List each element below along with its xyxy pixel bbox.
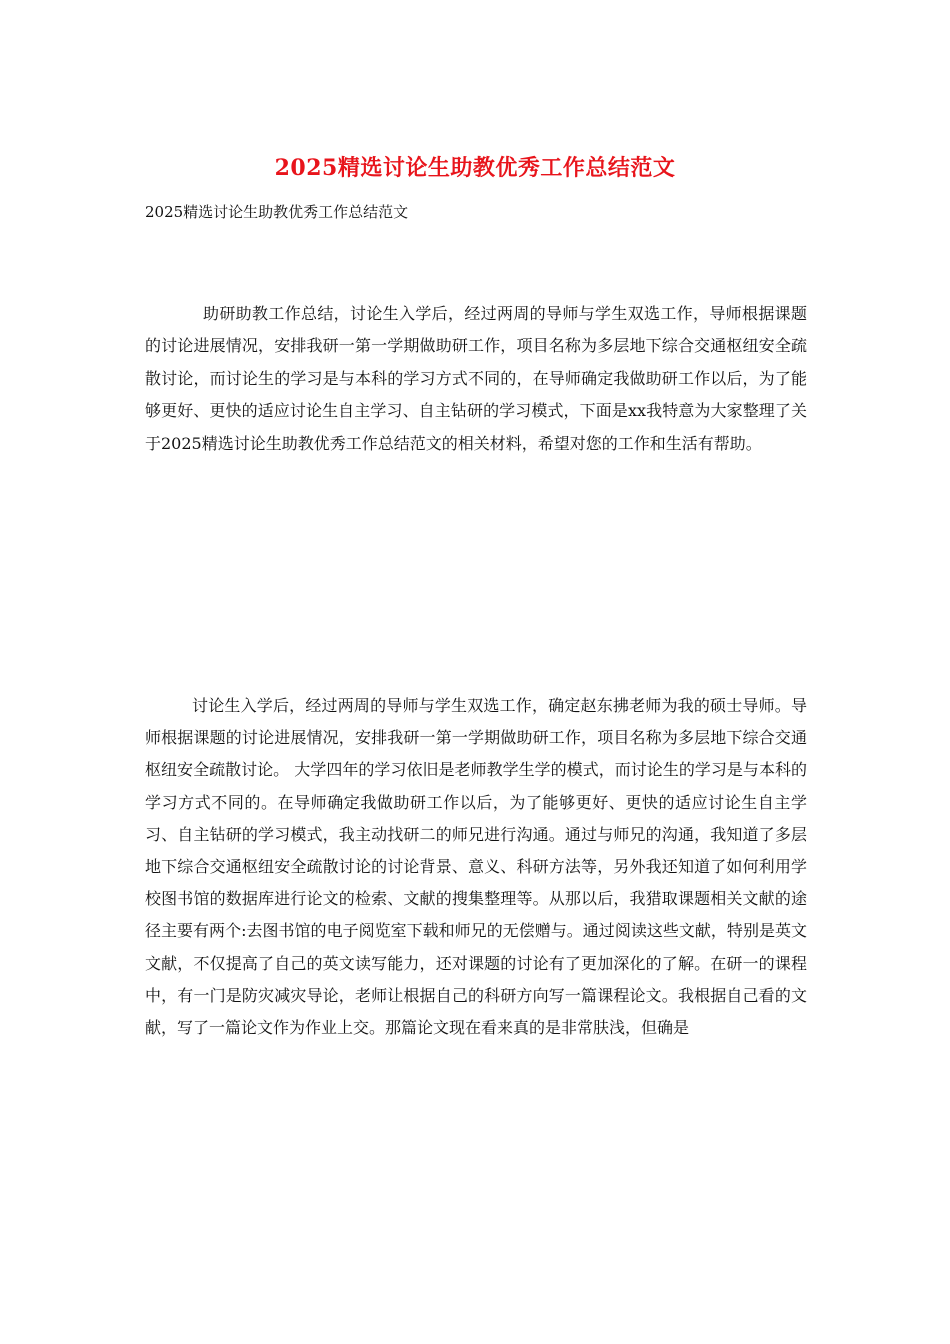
main-paragraph: 讨论生入学后，经过两周的导师与学生双选工作，确定赵东拂老师为我的硕士导师。导师根据课题的讨论进展情况，安排我研一第一学期做助研工作，项目名称为多层地下综合交通枢纽安全疏散讨论。 大学四年的学习依旧是老师教学生学的模式，而讨论生的学习是与本科的学习方式不同的。在导师确定我做助研工作以后，为了能够更好、更快的适应讨论生自主学习、自主钻研的学习模式，我主动找研二的师兄进行沟通。通过与师兄的沟通，我知道了多层地下综合交通枢纽安全疏散讨论的讨论背景、意义、科研方法等，另外我还知道了如何利用学校图书馆的数据库进行论文的检索、文献的搜集整理等。从那以后，我猎取课题相关文献的途径主要有两个:去图书馆的电子阅览室下载和师兄的无偿赠与。通过阅读这些文献，特别是英文文献，不仅提高了自己的英文读写能力，还对课题的讨论有了更加深化的了解。在研一的课程中，有一门是防灾减灾导论，老师让根据自己的科研方向写一篇课程论文。我根据自己看的文献，写了一篇论文作为作业上交。那篇论文现在看来真的是非常肤浅，但确是 (145, 696, 807, 1038)
intro-paragraph: 助研助教工作总结，讨论生入学后，经过两周的导师与学生双选工作，导师根据课题的讨论进展情况，安排我研一第一学期做助研工作，项目名称为多层地下综合交通枢纽安全疏散讨论，而讨论生的学习是与本科的学习方式不同的，在导师确定我做助研工作以后，为了能够更好、更快的适应讨论生自主学习、自主钻研的学习模式，下面是xx我特意为大家整理了关于2025精选讨论生助教优秀工作总结范文的相关材料，希望对您的工作和生活有帮助。 (145, 304, 807, 453)
document-subtitle: 2025精选讨论生助教优秀工作总结范文 (145, 203, 409, 221)
document-title: 2025精选讨论生助教优秀工作总结范文 (274, 155, 676, 181)
